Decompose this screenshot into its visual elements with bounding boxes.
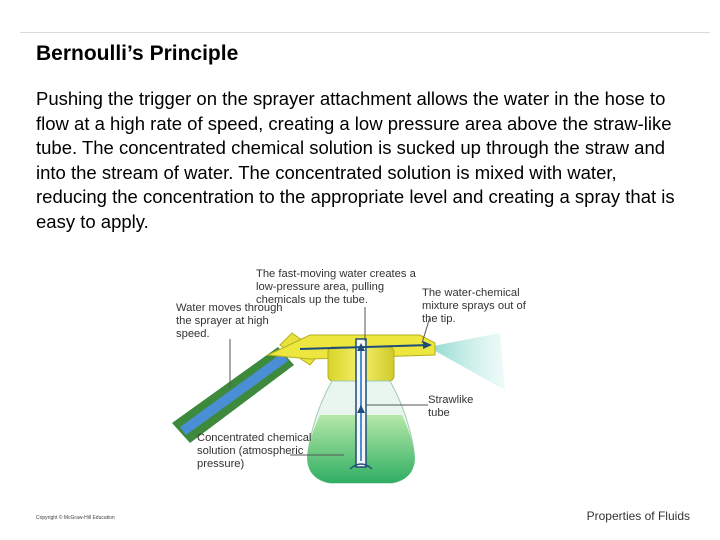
callout-concentrated-solution: Concentrated chemical solution (atmospheric pressure) (197, 432, 312, 470)
header-divider (20, 32, 710, 33)
copyright-notice: Copyright © McGraw-Hill Education (36, 515, 115, 521)
spray-cone (428, 333, 505, 390)
callout-straw-tube: Strawlike tube (428, 394, 474, 419)
hose-water-flow (180, 353, 288, 435)
callout-mixture-sprays: The water-chemical mixture sprays out of the tip. (422, 287, 526, 325)
footer-label: Properties of Fluids (586, 509, 690, 523)
callout-fast-moving-water: The fast-moving water creates a low-pressure area, pulling chemicals up the tube. (256, 268, 416, 306)
sprayer-diagram (160, 255, 525, 505)
slide-body-text: Pushing the trigger on the sprayer attachment allows the water in the hose to flow at a high rate of speed, creating a low pressure area above the straw-like tube. The concentrated chemical solution is sucked up through the straw and into the stream of water. The concentrated solution is mixed with water, reducing the concentration to the appropriate level and creating a spray that is easy to apply. (36, 88, 675, 232)
callout-water-moves: Water moves through the sprayer at high speed. (176, 302, 283, 340)
slide-title: Bernoulli’s Principle (36, 42, 239, 65)
